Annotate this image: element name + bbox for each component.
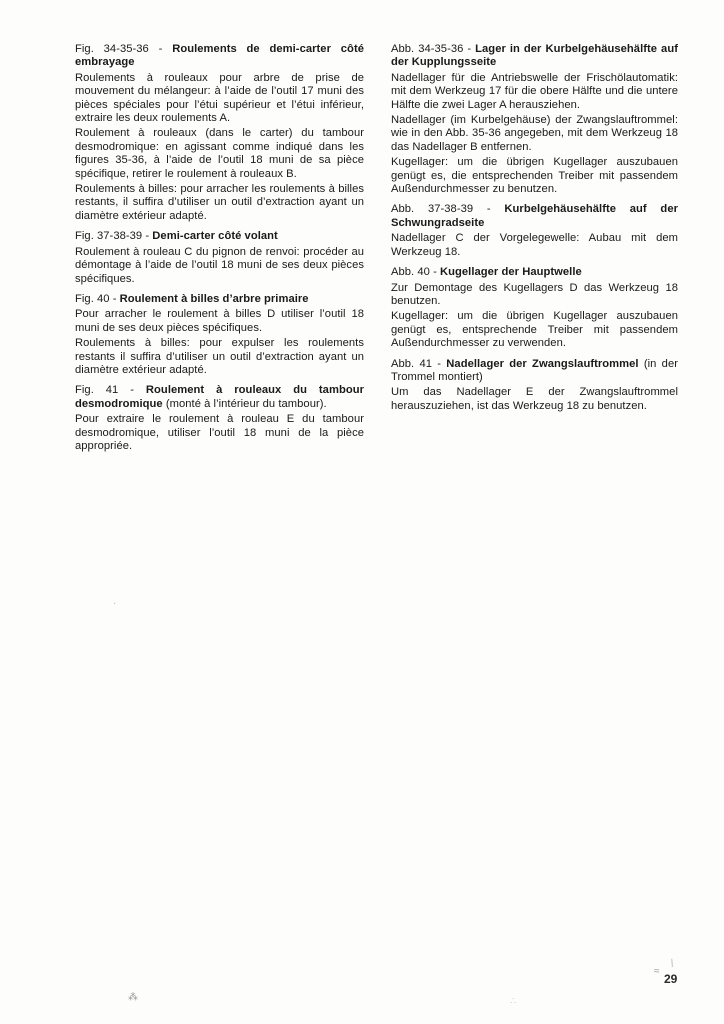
paragraph: Um das Nadellager E der Zwangslauftrommel herauszuziehen, ist das Werkzeug 18 zu benutzen. (391, 386, 678, 412)
section-heading (391, 203, 678, 230)
scan-speck-mark: ∴ (510, 996, 517, 1007)
figure-reference: Fig. 34-35-36 - (75, 43, 173, 55)
figure-reference: Fig. 41 - (75, 384, 146, 397)
figure-reference: Abb. 41 - (391, 357, 447, 370)
french-column (75, 43, 364, 460)
section-heading (75, 43, 364, 70)
paragraph: Nadellager C der Vorgelegewelle: Aubau mit dem Werkzeug 18. (391, 232, 678, 258)
figure-reference: Abb. 34-35-36 - (391, 43, 476, 55)
section-abb-34-35-36 (391, 43, 678, 196)
section-title: Kurbelgehäusehälfte auf der Schwungradseite (391, 203, 678, 229)
paragraph: Roulements à billes: pour expulser les roulements restants il suffira d’utiliser un outil d’extraction ayant un diamètre extérieur adapté. (75, 337, 364, 376)
scan-speck-mark: · (113, 598, 117, 609)
section-title: Lager in der Kurbelgehäusehälfte auf der Kupplungsseite (391, 43, 678, 69)
section-fig-41 (75, 384, 364, 453)
paragraph: Nadellager (im Kurbelgehäuse) der Zwangslauftrommel: wie in den Abb. 35-36 angegeben, mit dem Werkzeug 18 das Nadellager B entfernen. (391, 114, 678, 153)
paragraph: Roulements à rouleaux pour arbre de prise de mouvement du mélangeur: à l’aide de l’outil 17 muni des pièces spéciales pour l’étui supérieur et l’étui inférieur, extraire les deux roulements A. (75, 71, 364, 125)
section-title: Demi-carter côté volant (152, 230, 278, 243)
section-title-suffix: (monté à l’intérieur du tambour). (162, 397, 327, 410)
paragraph: Pour extraire le roulement à rouleau E du tambour desmodromique, utiliser l’outil 18 muni de la pièce appropriée. (75, 413, 364, 452)
figure-reference: Fig. 37-38-39 - (75, 230, 153, 243)
paragraph: Roulement à rouleaux (dans le carter) du tambour desmodromique: en agissant comme indiqué dans les figures 35-36, à l’aide de l’outil 18 muni de sa pièce spécifique, retirer le roulement à rouleaux B. (75, 127, 364, 180)
paragraph: Nadellager für die Antriebswelle der Frischölautomatik: mit dem Werkzeug 17 für die obere Hälfte und die untere Hälfte die zwei Lager A herausziehen. (391, 71, 678, 111)
section-title: Roulements de demi-carter côté embrayage (75, 43, 364, 69)
scan-speck-mark: ⁂ (128, 992, 138, 1003)
paragraph: Pour arracher le roulement à billes D utiliser l’outil 18 muni de ses deux pièces spécifiques. (75, 308, 364, 334)
section-title: Roulement à billes d’arbre primaire (119, 292, 309, 305)
section-title-suffix: (in der Trommel montiert) (391, 357, 678, 383)
section-title: Nadellager der Zwangslauftrommel (446, 357, 639, 370)
section-heading (391, 266, 678, 279)
pen-stroke-mark: ≈ (654, 966, 660, 977)
pen-stroke-mark: ⁄ (668, 958, 677, 969)
german-column (391, 43, 678, 420)
section-abb-37-38-39 (391, 203, 678, 259)
figure-reference: Abb. 37-38-39 - (391, 203, 505, 216)
section-title: Roulement à rouleaux du tambour desmodromique (75, 384, 364, 410)
section-abb-41 (391, 358, 678, 414)
section-heading (75, 230, 364, 243)
paragraph: Kugellager: um die übrigen Kugellager auszubauen genügt es, entsprechende Treiber mit passendem Außendurchmesser zu verwenden. (391, 310, 678, 350)
paragraph: Kugellager: um die übrigen Kugellager auszubauen genügt es, die entsprechenden Treiber mit passendem Außendurchmesser zu benutzen. (391, 156, 678, 196)
page-number: 29 (664, 972, 678, 986)
paragraph: Roulement à rouleau C du pignon de renvoi: procéder au démontage à l’aide de l’outil 18 muni de ses deux pièces spécifiques. (75, 245, 364, 285)
section-heading (75, 384, 364, 411)
section-fig-37-38-39 (75, 230, 364, 286)
section-abb-40 (391, 266, 678, 350)
figure-reference: Fig. 40 - (75, 292, 120, 305)
section-fig-40 (75, 293, 364, 377)
paragraph: Zur Demontage des Kugellagers D das Werkzeug 18 benutzen. (391, 281, 678, 307)
figure-reference: Abb. 40 - (391, 266, 441, 279)
section-heading (75, 293, 364, 306)
section-heading (391, 43, 678, 70)
section-title: Kugellager der Hauptwelle (440, 266, 582, 279)
paragraph: Roulements à billes: pour arracher les roulements à billes restants, il suffira d’utiliser un outil d’extraction ayant un diamètre extérieur adapté. (75, 183, 364, 222)
section-fig-34-35-36 (75, 43, 364, 223)
section-heading (391, 358, 678, 385)
